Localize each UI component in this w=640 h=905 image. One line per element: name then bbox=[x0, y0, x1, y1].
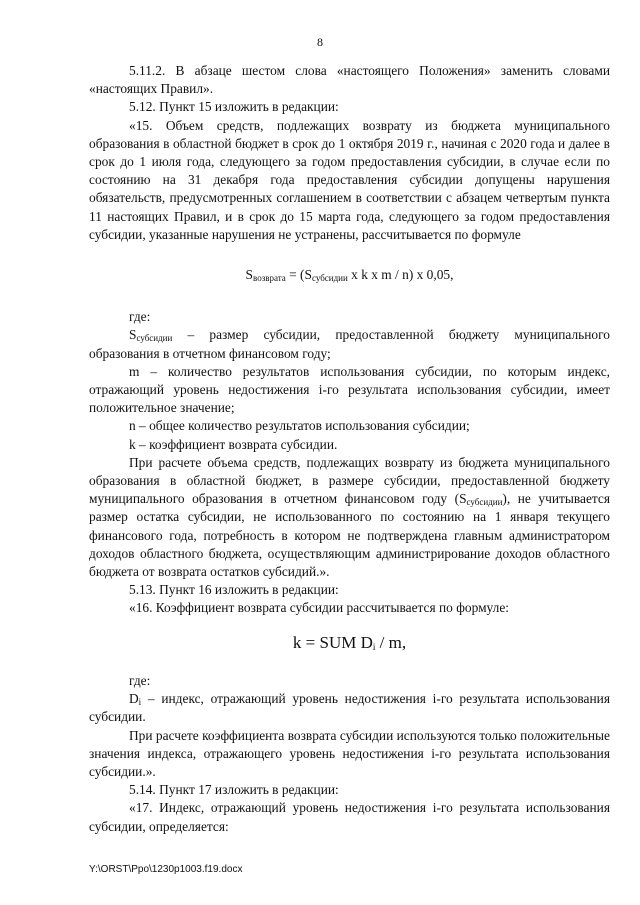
definition-s-text: – размер субсидии, предоставленной бюджету муниципального образования в отчетном финансовом году; bbox=[89, 327, 610, 361]
formula-eq-open: = (S bbox=[285, 267, 312, 283]
symbol-d-sub: i bbox=[138, 697, 142, 708]
definition-n: n – общее количество результатов использования субсидии; bbox=[129, 418, 470, 434]
formula2-lhs: k = SUM D bbox=[292, 632, 373, 652]
where-label-2: где: bbox=[129, 672, 151, 688]
paragraph-17: «17. Индекс, отражающий уровень недостижения i-го результата использования субсидии, определяется: bbox=[89, 800, 610, 834]
formula2-sub: i bbox=[372, 641, 376, 652]
definition-d-text: – индекс, отражающий уровень недостижения i-го результата использования субсидии. bbox=[89, 691, 610, 725]
definition-m: m – количество результатов использования субсидии, по которым индекс, отражающий уровень недостижения i-го результата использования субсидии, имеет положительное значение; bbox=[89, 363, 610, 416]
calc-volume-text-a: При расчете объема средств, подлежащих возврату из бюджета муниципального образования в областной бюджет, в размере субсидии, предоставленной бюджету муниципального образования в отчетном финансовом году (S bbox=[89, 454, 610, 507]
paragraph-calc-volume bbox=[89, 454, 610, 581]
formula-s-sub: возврата bbox=[253, 273, 286, 284]
definition-d bbox=[89, 690, 610, 726]
document-body bbox=[89, 62, 610, 836]
where-label-1: где: bbox=[129, 309, 151, 325]
definition-k: k – коэффициент возврата субсидии. bbox=[129, 436, 338, 452]
symbol-s: S bbox=[129, 327, 137, 343]
paragraph-5-14: 5.14. Пункт 17 изложить в редакции: bbox=[129, 782, 339, 798]
formula-s: S bbox=[245, 267, 253, 283]
formula-rest: x k x m / n) x 0,05, bbox=[347, 267, 454, 283]
paragraph-5-12: 5.12. Пункт 15 изложить в редакции: bbox=[129, 99, 339, 115]
calc-volume-sub: субсидии bbox=[466, 497, 503, 508]
paragraph-16: «16. Коэффициент возврата субсидии рассчитывается по формуле: bbox=[129, 600, 509, 616]
paragraph-5-13: 5.13. Пункт 16 изложить в редакции: bbox=[129, 582, 339, 598]
calc-volume-text-b: ), не учитывается размер остатка субсидии, не использованного по состоянию на 1 января текущего финансового года, потребность в котором не подтверждена главным администратором доходов областного бюджета, осуществляющим администрирование доходов областного бюджета от возврата остатков субсидий.». bbox=[89, 491, 611, 580]
paragraph-5-11-2: 5.11.2. В абзаце шестом слова «настоящего Положения» заменить словами «настоящих Правил». bbox=[89, 63, 610, 97]
formula-return-volume bbox=[89, 266, 610, 284]
symbol-d: D bbox=[129, 691, 139, 707]
file-path-footer: Y:\ORST\Ppo\1230p1003.f19.docx bbox=[89, 864, 243, 875]
formula2-rest: / m, bbox=[375, 632, 407, 652]
paragraph-15: «15. Объем средств, подлежащих возврату из бюджета муниципального образования в областной бюджет в срок до 1 октября 2019 г., начиная с 2020 года и далее в срок до 1 июля года, следующего за годом предоставления субсидии, в случае если по состоянию на 31 декабря года предоставления субсидии допущены нарушения обязательств, предусмотренных соглашением в соответствии с абзацем четвертым пункта 11 настоящих Правил, и в срок до 15 марта года, следующего за годом предоставления субсидии, указанные нарушения не устранены, рассчитывается по формуле bbox=[89, 117, 610, 242]
formula-coefficient bbox=[89, 634, 610, 652]
definition-s bbox=[89, 326, 610, 362]
formula-inner-sub: субсидии bbox=[311, 273, 348, 284]
paragraph-positive-values: При расчете коэффициента возврата субсидии используются только положительные значения индекса, отражающего уровень недостижения i-го результата использования субсидии.». bbox=[89, 727, 610, 779]
page-number: 8 bbox=[317, 35, 323, 49]
symbol-s-sub: субсидии bbox=[136, 333, 173, 344]
